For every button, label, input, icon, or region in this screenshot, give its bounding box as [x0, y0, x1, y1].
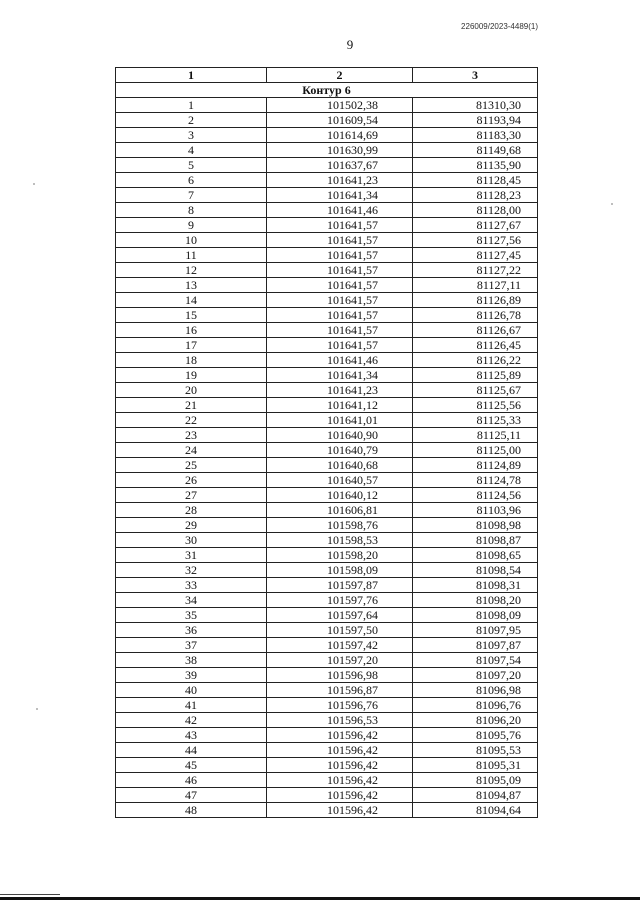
- x-coordinate-cell: 101640,90: [267, 428, 413, 443]
- point-number-cell: 39: [116, 668, 267, 683]
- table-row: [116, 248, 538, 263]
- y-coordinate-cell: 81098,54: [413, 563, 538, 578]
- table-row: [116, 683, 538, 698]
- x-coordinate-cell: 101641,57: [267, 338, 413, 353]
- table-row: [116, 323, 538, 338]
- x-coordinate-cell: 101596,98: [267, 668, 413, 683]
- y-coordinate-cell: 81127,11: [413, 278, 538, 293]
- y-coordinate-cell: 81149,68: [413, 143, 538, 158]
- point-number-cell: 47: [116, 788, 267, 803]
- x-coordinate-cell: 101596,42: [267, 728, 413, 743]
- x-coordinate-cell: 101597,42: [267, 638, 413, 653]
- table-row: [116, 773, 538, 788]
- x-coordinate-cell: 101614,69: [267, 128, 413, 143]
- point-number-cell: 18: [116, 353, 267, 368]
- y-coordinate-cell: 81098,87: [413, 533, 538, 548]
- y-coordinate-cell: 81095,09: [413, 773, 538, 788]
- x-coordinate-cell: 101641,46: [267, 203, 413, 218]
- x-coordinate-cell: 101641,57: [267, 233, 413, 248]
- point-number-cell: 17: [116, 338, 267, 353]
- point-number-cell: 35: [116, 608, 267, 623]
- point-number-cell: 20: [116, 383, 267, 398]
- table-row: [116, 218, 538, 233]
- column-header-2: 2: [267, 68, 413, 83]
- point-number-cell: 12: [116, 263, 267, 278]
- y-coordinate-cell: 81128,00: [413, 203, 538, 218]
- table-row: [116, 713, 538, 728]
- y-coordinate-cell: 81098,65: [413, 548, 538, 563]
- y-coordinate-cell: 81127,67: [413, 218, 538, 233]
- y-coordinate-cell: 81098,20: [413, 593, 538, 608]
- point-number-cell: 21: [116, 398, 267, 413]
- bottom-rule-thin: [0, 894, 60, 895]
- y-coordinate-cell: 81135,90: [413, 158, 538, 173]
- y-coordinate-cell: 81103,96: [413, 503, 538, 518]
- x-coordinate-cell: 101641,57: [267, 308, 413, 323]
- x-coordinate-cell: 101597,87: [267, 578, 413, 593]
- table-row: [116, 338, 538, 353]
- point-number-cell: 2: [116, 113, 267, 128]
- x-coordinate-cell: 101641,57: [267, 323, 413, 338]
- x-coordinate-cell: 101640,12: [267, 488, 413, 503]
- y-coordinate-cell: 81128,23: [413, 188, 538, 203]
- point-number-cell: 8: [116, 203, 267, 218]
- y-coordinate-cell: 81095,53: [413, 743, 538, 758]
- point-number-cell: 32: [116, 563, 267, 578]
- x-coordinate-cell: 101640,57: [267, 473, 413, 488]
- scan-speck: [611, 203, 613, 205]
- y-coordinate-cell: 81096,98: [413, 683, 538, 698]
- point-number-cell: 34: [116, 593, 267, 608]
- y-coordinate-cell: 81183,30: [413, 128, 538, 143]
- point-number-cell: 37: [116, 638, 267, 653]
- table-row: [116, 398, 538, 413]
- point-number-cell: 5: [116, 158, 267, 173]
- table-row: [116, 458, 538, 473]
- table-row: [116, 278, 538, 293]
- y-coordinate-cell: 81096,20: [413, 713, 538, 728]
- point-number-cell: 19: [116, 368, 267, 383]
- x-coordinate-cell: 101596,76: [267, 698, 413, 713]
- point-number-cell: 7: [116, 188, 267, 203]
- x-coordinate-cell: 101596,87: [267, 683, 413, 698]
- table-row: [116, 623, 538, 638]
- x-coordinate-cell: 101596,53: [267, 713, 413, 728]
- x-coordinate-cell: 101640,79: [267, 443, 413, 458]
- point-number-cell: 9: [116, 218, 267, 233]
- section-title: Контур 6: [116, 83, 538, 98]
- y-coordinate-cell: 81096,76: [413, 698, 538, 713]
- point-number-cell: 3: [116, 128, 267, 143]
- table-row: [116, 503, 538, 518]
- x-coordinate-cell: 101606,81: [267, 503, 413, 518]
- table-row: [116, 158, 538, 173]
- y-coordinate-cell: 81125,89: [413, 368, 538, 383]
- x-coordinate-cell: 101598,76: [267, 518, 413, 533]
- x-coordinate-cell: 101609,54: [267, 113, 413, 128]
- table-row: [116, 653, 538, 668]
- scan-speck: [36, 708, 38, 710]
- x-coordinate-cell: 101641,57: [267, 263, 413, 278]
- point-number-cell: 42: [116, 713, 267, 728]
- y-coordinate-cell: 81098,09: [413, 608, 538, 623]
- y-coordinate-cell: 81125,00: [413, 443, 538, 458]
- point-number-cell: 40: [116, 683, 267, 698]
- x-coordinate-cell: 101641,23: [267, 173, 413, 188]
- x-coordinate-cell: 101630,99: [267, 143, 413, 158]
- x-coordinate-cell: 101596,42: [267, 788, 413, 803]
- x-coordinate-cell: 101598,20: [267, 548, 413, 563]
- point-number-cell: 10: [116, 233, 267, 248]
- table-row: [116, 383, 538, 398]
- x-coordinate-cell: 101641,57: [267, 278, 413, 293]
- y-coordinate-cell: 81124,89: [413, 458, 538, 473]
- y-coordinate-cell: 81097,95: [413, 623, 538, 638]
- y-coordinate-cell: 81126,45: [413, 338, 538, 353]
- table-row: [116, 113, 538, 128]
- point-number-cell: 28: [116, 503, 267, 518]
- column-header-1: 1: [116, 68, 267, 83]
- point-number-cell: 13: [116, 278, 267, 293]
- table-row: [116, 263, 538, 278]
- point-number-cell: 36: [116, 623, 267, 638]
- table-row: [116, 608, 538, 623]
- x-coordinate-cell: 101597,64: [267, 608, 413, 623]
- x-coordinate-cell: 101597,76: [267, 593, 413, 608]
- page-number: 9: [346, 37, 354, 52]
- table-row: [116, 293, 538, 308]
- table-row: [116, 353, 538, 368]
- table-row: [116, 698, 538, 713]
- point-number-cell: 26: [116, 473, 267, 488]
- point-number-cell: 15: [116, 308, 267, 323]
- x-coordinate-cell: 101641,34: [267, 188, 413, 203]
- point-number-cell: 44: [116, 743, 267, 758]
- y-coordinate-cell: 81126,78: [413, 308, 538, 323]
- point-number-cell: 24: [116, 443, 267, 458]
- y-coordinate-cell: 81127,22: [413, 263, 538, 278]
- x-coordinate-cell: 101641,01: [267, 413, 413, 428]
- y-coordinate-cell: 81124,56: [413, 488, 538, 503]
- point-number-cell: 4: [116, 143, 267, 158]
- table-row: [116, 443, 538, 458]
- x-coordinate-cell: 101641,34: [267, 368, 413, 383]
- x-coordinate-cell: 101596,42: [267, 758, 413, 773]
- y-coordinate-cell: 81128,45: [413, 173, 538, 188]
- table-row: [116, 533, 538, 548]
- table-row: [116, 473, 538, 488]
- y-coordinate-cell: 81127,56: [413, 233, 538, 248]
- section-row: [116, 83, 538, 98]
- table-row: [116, 638, 538, 653]
- x-coordinate-cell: 101596,42: [267, 803, 413, 818]
- table-row: [116, 98, 538, 113]
- y-coordinate-cell: 81095,76: [413, 728, 538, 743]
- point-number-cell: 23: [116, 428, 267, 443]
- table-row: [116, 188, 538, 203]
- point-number-cell: 22: [116, 413, 267, 428]
- scan-speck: [33, 183, 35, 185]
- x-coordinate-cell: 101640,68: [267, 458, 413, 473]
- y-coordinate-cell: 81094,64: [413, 803, 538, 818]
- document-id: 226009/2023-4489(1): [461, 22, 538, 31]
- table-row: [116, 308, 538, 323]
- coordinates-table: [115, 67, 538, 818]
- y-coordinate-cell: 81126,22: [413, 353, 538, 368]
- point-number-cell: 16: [116, 323, 267, 338]
- x-coordinate-cell: 101641,57: [267, 218, 413, 233]
- x-coordinate-cell: 101598,09: [267, 563, 413, 578]
- x-coordinate-cell: 101641,57: [267, 248, 413, 263]
- table-row: [116, 428, 538, 443]
- y-coordinate-cell: 81098,31: [413, 578, 538, 593]
- table-row: [116, 368, 538, 383]
- y-coordinate-cell: 81125,11: [413, 428, 538, 443]
- y-coordinate-cell: 81127,45: [413, 248, 538, 263]
- bottom-rule: [0, 897, 640, 900]
- table-row: [116, 128, 538, 143]
- point-number-cell: 43: [116, 728, 267, 743]
- point-number-cell: 45: [116, 758, 267, 773]
- point-number-cell: 46: [116, 773, 267, 788]
- table-row: [116, 548, 538, 563]
- x-coordinate-cell: 101597,50: [267, 623, 413, 638]
- x-coordinate-cell: 101596,42: [267, 773, 413, 788]
- x-coordinate-cell: 101641,57: [267, 293, 413, 308]
- table-row: [116, 803, 538, 818]
- column-header-3: 3: [413, 68, 538, 83]
- table-row: [116, 233, 538, 248]
- table-row: [116, 173, 538, 188]
- point-number-cell: 48: [116, 803, 267, 818]
- y-coordinate-cell: 81097,87: [413, 638, 538, 653]
- table-row: [116, 203, 538, 218]
- point-number-cell: 29: [116, 518, 267, 533]
- x-coordinate-cell: 101637,67: [267, 158, 413, 173]
- y-coordinate-cell: 81193,94: [413, 113, 538, 128]
- point-number-cell: 1: [116, 98, 267, 113]
- y-coordinate-cell: 81095,31: [413, 758, 538, 773]
- table-row: [116, 488, 538, 503]
- point-number-cell: 30: [116, 533, 267, 548]
- header-row: [116, 68, 538, 83]
- y-coordinate-cell: 81125,67: [413, 383, 538, 398]
- point-number-cell: 6: [116, 173, 267, 188]
- table-row: [116, 413, 538, 428]
- x-coordinate-cell: 101597,20: [267, 653, 413, 668]
- x-coordinate-cell: 101641,46: [267, 353, 413, 368]
- table-row: [116, 788, 538, 803]
- point-number-cell: 27: [116, 488, 267, 503]
- x-coordinate-cell: 101502,38: [267, 98, 413, 113]
- table-row: [116, 593, 538, 608]
- point-number-cell: 41: [116, 698, 267, 713]
- point-number-cell: 11: [116, 248, 267, 263]
- y-coordinate-cell: 81125,33: [413, 413, 538, 428]
- x-coordinate-cell: 101598,53: [267, 533, 413, 548]
- table-row: [116, 518, 538, 533]
- point-number-cell: 38: [116, 653, 267, 668]
- point-number-cell: 33: [116, 578, 267, 593]
- table-row: [116, 578, 538, 593]
- y-coordinate-cell: 81310,30: [413, 98, 538, 113]
- y-coordinate-cell: 81098,98: [413, 518, 538, 533]
- y-coordinate-cell: 81125,56: [413, 398, 538, 413]
- y-coordinate-cell: 81097,54: [413, 653, 538, 668]
- y-coordinate-cell: 81126,67: [413, 323, 538, 338]
- y-coordinate-cell: 81094,87: [413, 788, 538, 803]
- table-row: [116, 563, 538, 578]
- table-row: [116, 143, 538, 158]
- y-coordinate-cell: 81126,89: [413, 293, 538, 308]
- x-coordinate-cell: 101641,23: [267, 383, 413, 398]
- y-coordinate-cell: 81124,78: [413, 473, 538, 488]
- point-number-cell: 14: [116, 293, 267, 308]
- point-number-cell: 25: [116, 458, 267, 473]
- table-row: [116, 743, 538, 758]
- table-row: [116, 728, 538, 743]
- table-row: [116, 758, 538, 773]
- table-row: [116, 668, 538, 683]
- point-number-cell: 31: [116, 548, 267, 563]
- x-coordinate-cell: 101596,42: [267, 743, 413, 758]
- x-coordinate-cell: 101641,12: [267, 398, 413, 413]
- y-coordinate-cell: 81097,20: [413, 668, 538, 683]
